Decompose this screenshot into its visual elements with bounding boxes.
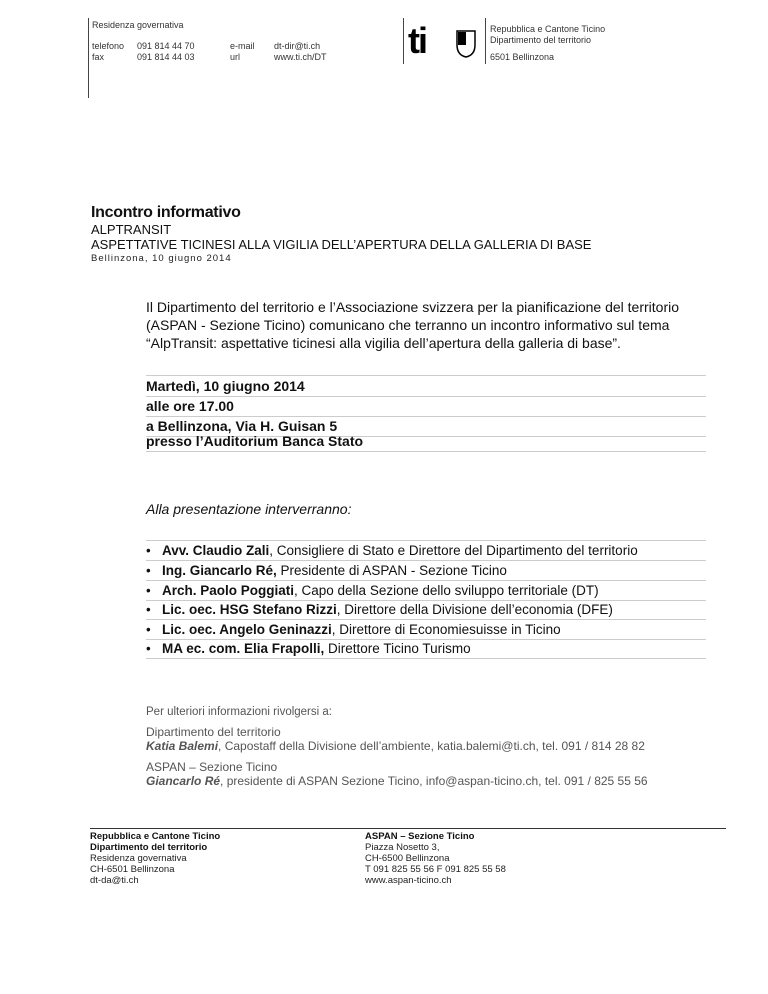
logo-ti-text: ti	[408, 20, 426, 61]
footer-left-line: Repubblica e Cantone Ticino	[90, 831, 221, 842]
bullet-icon: •	[146, 641, 151, 656]
speaker-name: Arch. Paolo Poggiati	[162, 583, 295, 598]
speaker-role: Presidente di ASPAN - Sezione Ticino	[276, 563, 507, 578]
footer-right-url[interactable]: www.aspan-ticino.ch	[365, 875, 452, 886]
speaker-name: Lic. oec. HSG Stefano Rizzi	[162, 602, 337, 617]
speaker-name: MA ec. com. Elia Frapolli,	[162, 641, 325, 656]
header-right-line1: Repubblica e Cantone Ticino	[490, 24, 606, 34]
footer-right-line: T 091 825 55 56 F 091 825 55 58	[365, 864, 506, 875]
header-url[interactable]: www.ti.ch/DT	[274, 52, 327, 62]
bullet-icon: •	[146, 583, 151, 598]
contact-person-2: Giancarlo Ré	[146, 774, 221, 788]
header-right-city: 6501 Bellinzona	[490, 52, 555, 62]
speaker-item	[146, 600, 613, 620]
speaker-item	[146, 561, 507, 581]
header-right-line2: Dipartimento del territorio	[490, 35, 592, 45]
contact-line-2	[146, 774, 648, 789]
footer-right-line: ASPAN – Sezione Ticino	[365, 831, 475, 842]
page-title: Incontro informativo	[91, 204, 241, 221]
header-office: Residenza governativa	[92, 20, 184, 30]
shield-icon	[456, 30, 476, 58]
footer-left-line: Residenza governativa	[90, 853, 187, 864]
speaker-role: , Direttore di Economiesuisse in Ticino	[331, 622, 561, 637]
speaker-item	[146, 639, 471, 659]
header-left-rule	[88, 18, 89, 98]
intro-line-3: “AlpTransit: aspettative ticinesi alla vigilia dell’apertura della galleria di base”.	[146, 335, 621, 351]
speaker-item	[146, 620, 561, 640]
speaker-name: Lic. oec. Angelo Geninazzi	[162, 622, 332, 637]
bullet-icon: •	[146, 602, 151, 617]
header-phone: 091 814 44 70	[137, 41, 195, 51]
contact-line-1	[146, 739, 645, 754]
bullet-icon: •	[146, 543, 151, 558]
intro-line-1: Il Dipartimento del territorio e l’Associazione svizzera per la pianificazione del territorio	[146, 299, 680, 315]
event-place-date: Bellinzona, 10 giugno 2014	[91, 253, 232, 264]
logo-left-rule	[403, 18, 404, 64]
speaker-role: , Consigliere di Stato e Direttore del Dipartimento del territorio	[269, 543, 638, 558]
speaker-role: , Capo della Sezione dello sviluppo territoriale (DT)	[294, 583, 599, 598]
header-email-label: e-mail	[230, 41, 255, 51]
header-fax-label: fax	[92, 52, 105, 62]
details-venue: presso l’Auditorium Banca Stato	[146, 433, 364, 449]
speaker-name: Avv. Claudio Zali	[162, 543, 270, 558]
details-divider	[146, 451, 706, 452]
header-phone-label: telefono	[92, 41, 125, 51]
footer-left	[90, 831, 220, 886]
speakers-divider	[146, 658, 706, 659]
contact-dept-1: Dipartimento del territorio	[146, 725, 281, 739]
bullet-icon: •	[146, 622, 151, 637]
speakers-intro: Alla presentazione interverranno:	[146, 501, 352, 517]
details-time: alle ore 17.00	[146, 398, 234, 414]
contact-detail-1: , Capostaff della Divisione dell’ambiente, katia.balemi@ti.ch, tel. 091 / 814 28 82	[218, 739, 645, 753]
speaker-role: Direttore Ticino Turismo	[324, 641, 471, 656]
footer-right-line: CH-6500 Bellinzona	[365, 853, 450, 864]
footer-left-line: CH-6501 Bellinzona	[90, 864, 175, 875]
contacts-heading: Per ulteriori informazioni rivolgersi a:	[146, 706, 332, 718]
footer-rule	[90, 828, 726, 829]
event-subtitle-1: ALPTRANSIT	[91, 222, 172, 237]
speaker-role: , Direttore della Divisione dell’economia (DFE)	[336, 602, 613, 617]
footer-right	[365, 831, 506, 886]
footer-left-line: Dipartimento del territorio	[90, 842, 208, 853]
details-location: a Bellinzona, Via H. Guisan 5	[146, 418, 338, 434]
bullet-icon: •	[146, 563, 151, 578]
contact-person-1: Katia Balemi	[146, 739, 219, 753]
contact-detail-2: , presidente di ASPAN Sezione Ticino, info@aspan-ticino.ch, tel. 091 / 825 55 56	[220, 774, 648, 788]
speaker-item	[146, 541, 638, 561]
event-subtitle-2: ASPETTATIVE TICINESI ALLA VIGILIA DELL’APERTURA DELLA GALLERIA DI BASE	[91, 237, 592, 252]
header-fax: 091 814 44 03	[137, 52, 195, 62]
ticino-logo	[406, 20, 478, 64]
speaker-name: Ing. Giancarlo Ré,	[162, 563, 277, 578]
intro-line-2: (ASPAN - Sezione Ticino) comunicano che terranno un incontro informativo sul tema	[146, 317, 670, 333]
footer-right-line: Piazza Nosetto 3,	[365, 842, 440, 853]
contact-dept-2: ASPAN – Sezione Ticino	[146, 760, 278, 774]
header-url-label: url	[230, 52, 241, 62]
details-day: Martedì, 10 giugno 2014	[146, 378, 305, 394]
speaker-item	[146, 581, 599, 601]
header-right-rule	[485, 18, 486, 64]
footer-left-email[interactable]: dt-da@ti.ch	[90, 875, 139, 886]
header-email[interactable]: dt-dir@ti.ch	[274, 41, 321, 51]
